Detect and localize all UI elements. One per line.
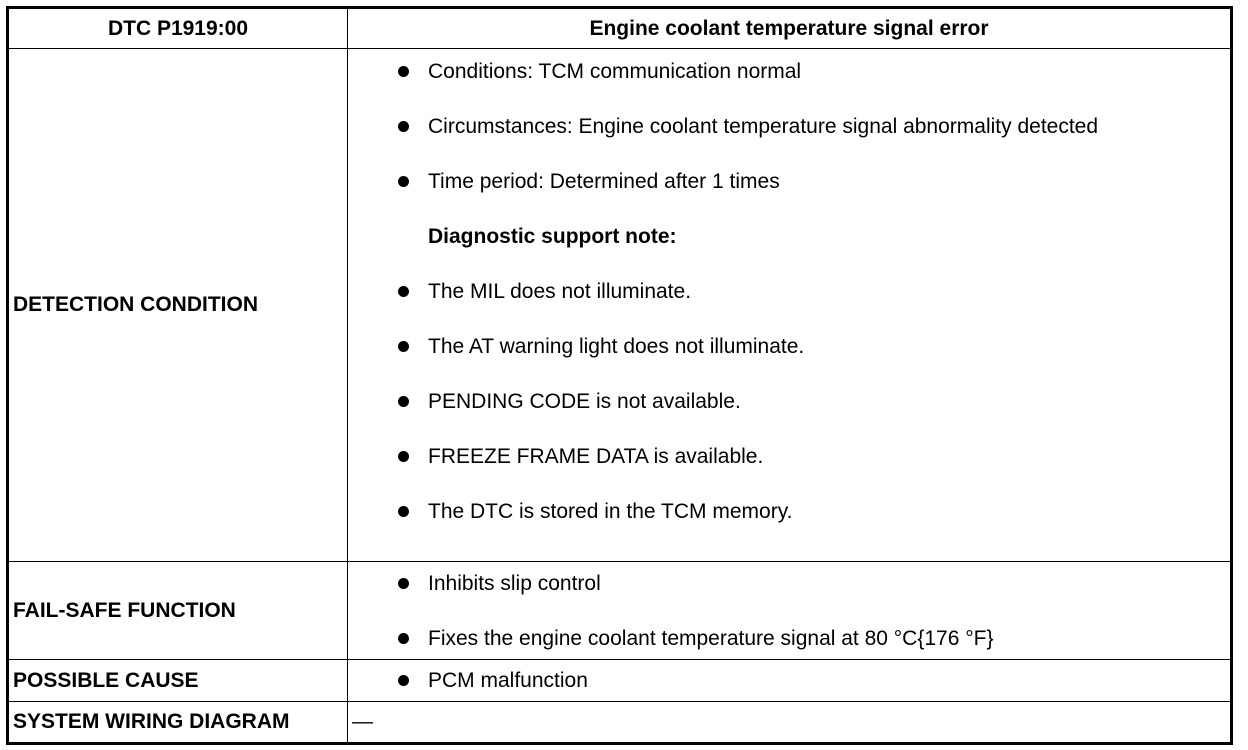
- possible-cause-row: [8, 660, 1232, 702]
- header-row: [8, 8, 1232, 49]
- possible-cause-list: [348, 666, 1230, 695]
- bullet-icon: [398, 286, 409, 297]
- list-item: Circumstances: Engine coolant temperature signal abnormality detected: [348, 112, 1230, 141]
- wiring-label: SYSTEM WIRING DIAGRAM: [8, 702, 348, 744]
- list-item: FREEZE FRAME DATA is available.: [348, 442, 1230, 471]
- bullet-icon: [398, 506, 409, 517]
- detection-list: [348, 57, 1230, 526]
- detection-content: [348, 49, 1232, 562]
- failsafe-label: FAIL-SAFE FUNCTION: [8, 562, 348, 660]
- bullet-icon: [398, 121, 409, 132]
- list-item: Inhibits slip control: [348, 569, 1230, 598]
- dtc-title: Engine coolant temperature signal error: [348, 8, 1232, 49]
- list-item: PENDING CODE is not available.: [348, 387, 1230, 416]
- possible-cause-content: [348, 660, 1232, 702]
- dtc-table: [6, 6, 1233, 745]
- detection-label: DETECTION CONDITION: [8, 49, 348, 562]
- diagnostic-note-title: Diagnostic support note:: [428, 225, 677, 248]
- failsafe-list: [348, 569, 1230, 653]
- bullet-icon: [398, 451, 409, 462]
- possible-cause-label: POSSIBLE CAUSE: [8, 660, 348, 702]
- wiring-row: [8, 702, 1232, 744]
- list-item: PCM malfunction: [348, 666, 1230, 695]
- bullet-icon: [398, 578, 409, 589]
- bullet-icon: [398, 675, 409, 686]
- list-item: Fixes the engine coolant temperature signal at 80 °C{176 °F}: [348, 624, 1230, 653]
- bullet-icon: [398, 66, 409, 77]
- bullet-icon: [398, 176, 409, 187]
- list-item: Time period: Determined after 1 times: [348, 167, 1230, 196]
- wiring-value: —: [348, 702, 1232, 744]
- list-item: Conditions: TCM communication normal: [348, 57, 1230, 86]
- dtc-code: DTC P1919:00: [8, 8, 348, 49]
- failsafe-row: [8, 562, 1232, 660]
- detection-row: [8, 49, 1232, 562]
- list-item: The MIL does not illuminate.: [348, 277, 1230, 306]
- failsafe-content: [348, 562, 1232, 660]
- bullet-icon: [398, 341, 409, 352]
- list-item: The AT warning light does not illuminate.: [348, 332, 1230, 361]
- bullet-icon: [398, 396, 409, 407]
- bullet-icon: [398, 633, 409, 644]
- list-item: The DTC is stored in the TCM memory.: [348, 497, 1230, 526]
